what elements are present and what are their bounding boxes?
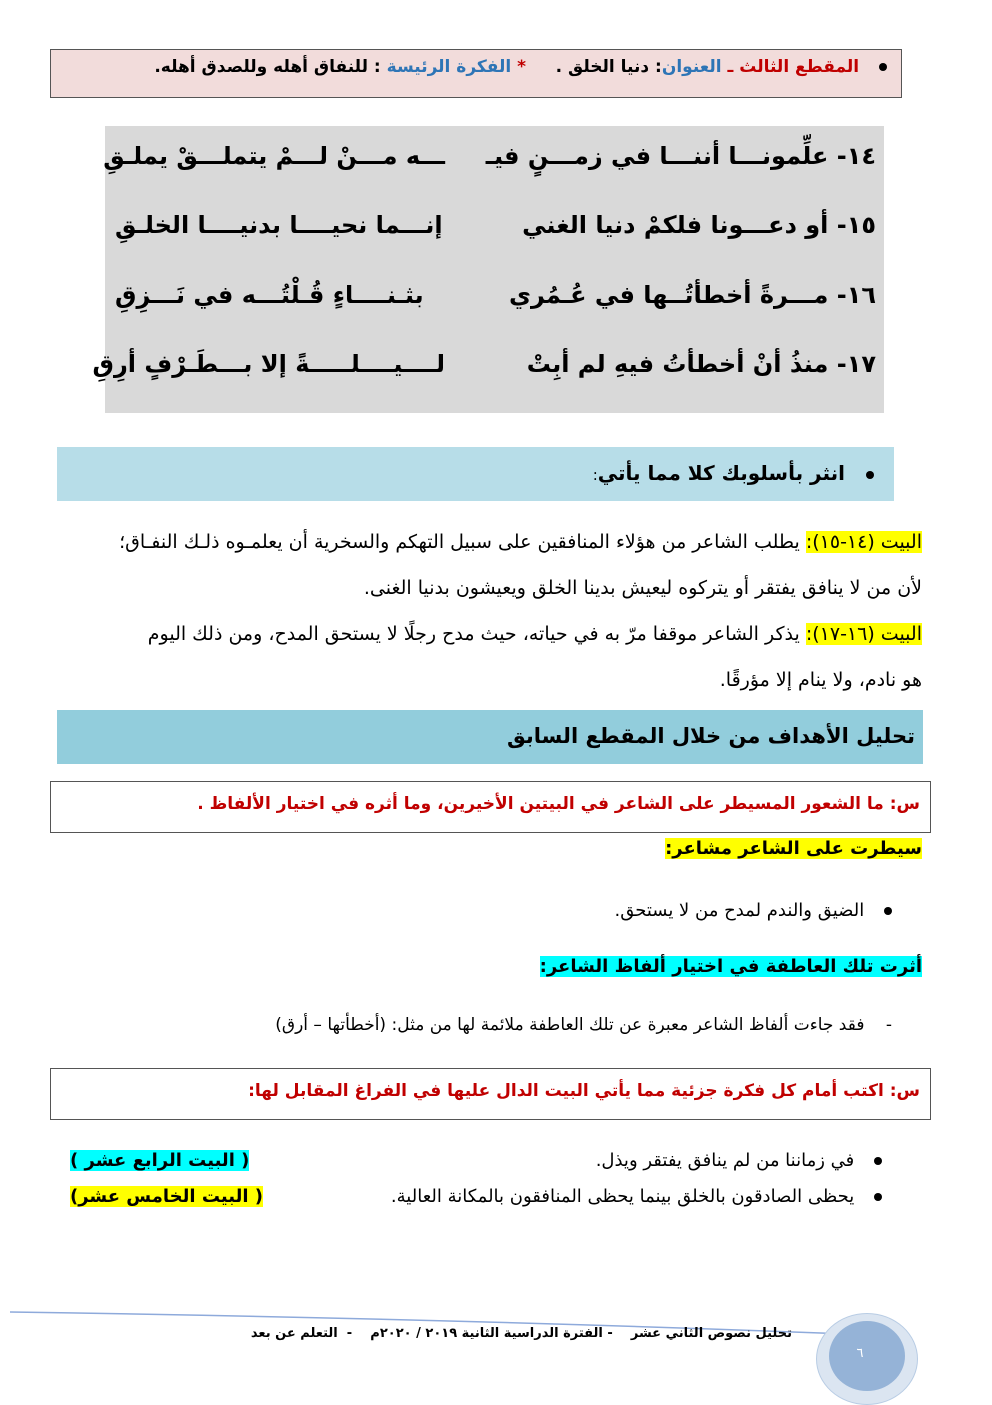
- q2-answer-wrap: [70, 1186, 263, 1207]
- verse-first-half: ١٦- مـــرةً أخطأتُــها في عُـمُري: [508, 281, 876, 309]
- effect-item-text: فقد جاءت ألفاظ الشاعر معبرة عن تلك العاطفة ملائمة لها من مثل: (أخطأتها – أرق): [275, 1015, 865, 1035]
- verse-first-half: ١٤- علِّمونـــا أننـــا في زمـــنٍ فيـ: [485, 142, 876, 170]
- q2-idea: يحظى الصادقون بالخلق بينما يحظى المنافقون بالمكانة العالية.: [390, 1186, 855, 1207]
- question-2-box: [50, 1068, 931, 1120]
- verse-second-half: لــــيــــلـــــةً إلا بـــطَـرْفٍ أرِقِ: [92, 350, 445, 378]
- bullet-icon: [879, 63, 887, 71]
- poem-block: [92, 126, 884, 413]
- dominated-item: [614, 900, 892, 921]
- question-2-text: س: اكتب أمام كل فكرة جزئية مما يأتي البيت الدال عليها في الفراغ المقابل لها:: [248, 1081, 920, 1101]
- instruction-text: انثر بأسلوبك كلا مما يأتي: [597, 461, 846, 485]
- effect-label-wrap: [540, 956, 922, 977]
- q2-answer-wrap: [70, 1150, 249, 1171]
- section-label: المقطع الثالث ـ: [727, 57, 860, 77]
- verse-second-half: بثـنــــاءٍ قُـلْتُـــه في نَـــزِقِ: [115, 281, 424, 309]
- verse-second-half: إنـــما نحيــــا بدنيــــا الخلـقِ: [115, 211, 443, 239]
- bullet-icon: [884, 907, 892, 915]
- paraphrase-1: [56, 519, 922, 611]
- paraphrase-cont: هو نادم، ولا ينام إلا مؤرقًا.: [719, 669, 922, 691]
- goals-title-bar: [57, 710, 923, 764]
- dominated-label: سيطرت على الشاعر مشاعر:: [665, 838, 922, 859]
- title-value: دنيا الخلق .: [555, 57, 650, 77]
- paraphrase-cont: لأن من لا ينافق يفتقر أو يتركوه ليعيش بدينا الخلق ويعيشون بدنيا الغنى.: [363, 577, 922, 599]
- q2-item: [391, 1186, 882, 1207]
- verse-second-half: ـــه مـــنْ لـــمْ يتملـــقْ يملـقِ: [103, 142, 445, 170]
- paraphrase-2: [56, 611, 922, 703]
- goals-title: تحليل الأهداف من خلال المقطع السابق: [506, 724, 915, 748]
- title-sep: :: [655, 57, 662, 77]
- effect-label: أثرت تلك العاطفة في اختيار ألفاظ الشاعر:: [539, 956, 922, 977]
- question-1-text: س: ما الشعور المسيطر على الشاعر في البيتين الأخيرين، وما أثره في اختيار الألفاظ .: [197, 794, 920, 814]
- verse-first-half: ١٧- منذُ أنْ أخطأتُ فيهِ لم أبِتْ: [526, 350, 876, 378]
- verse-first-half: ١٥- أو دعـــونا فلكمْ دنيا الغني: [522, 211, 876, 239]
- bullet-icon: [874, 1193, 882, 1201]
- effect-item: [275, 1015, 892, 1035]
- dominated-item-text: الضيق والندم لمدح من لا يستحق.: [614, 900, 865, 921]
- bullet-icon: [874, 1157, 882, 1165]
- paraphrase-label: البيت (١٦-١٧):: [805, 623, 922, 645]
- instruction-bar: [57, 447, 894, 501]
- bullet-icon: [866, 471, 874, 479]
- q2-item: [596, 1150, 882, 1171]
- paraphrase-text: يطلب الشاعر من هؤلاء المنافقين على سبيل التهكم والسخرية أن يعلمـوه ذلـك النفـاق؛: [119, 531, 806, 553]
- footer-text: تحليل نصوص الثاني عشر - الفترة الدراسية الثانية ٢٠١٩ / ٢٠٢٠م - التعلم عن بعد: [250, 1326, 792, 1341]
- verse-row: [105, 211, 884, 251]
- q2-idea: في زماننا من لم ينافق يفتقر ويذل.: [595, 1150, 855, 1171]
- dominated-label-wrap: [665, 838, 922, 859]
- verse-row: [92, 350, 884, 390]
- verse-row: [105, 281, 884, 321]
- dash-icon: -: [885, 1015, 892, 1035]
- q2-answer: ( البيت الرابع عشر ): [70, 1150, 250, 1171]
- section-header-box: [50, 49, 902, 98]
- paraphrase-text: يذكر الشاعر موقفا مرّ به في حياته، حيث مدح رجلًا لا يستحق المدح، ومن ذلك اليوم: [147, 623, 806, 645]
- paraphrase-label: البيت (١٤-١٥):: [805, 531, 922, 553]
- instruction-colon: :: [592, 466, 598, 484]
- title-label: العنوان: [661, 57, 722, 77]
- question-1-box: [50, 781, 931, 833]
- idea-value: للنفاق أهله وللصدق أهله.: [154, 57, 368, 77]
- verse-row: [105, 142, 884, 182]
- idea-star: *: [517, 57, 527, 77]
- idea-label: الفكرة الرئيسة: [386, 57, 512, 77]
- idea-sep: :: [373, 57, 381, 77]
- page-number: ٦: [856, 1346, 864, 1361]
- q2-answer: ( البيت الخامس عشر): [70, 1186, 263, 1207]
